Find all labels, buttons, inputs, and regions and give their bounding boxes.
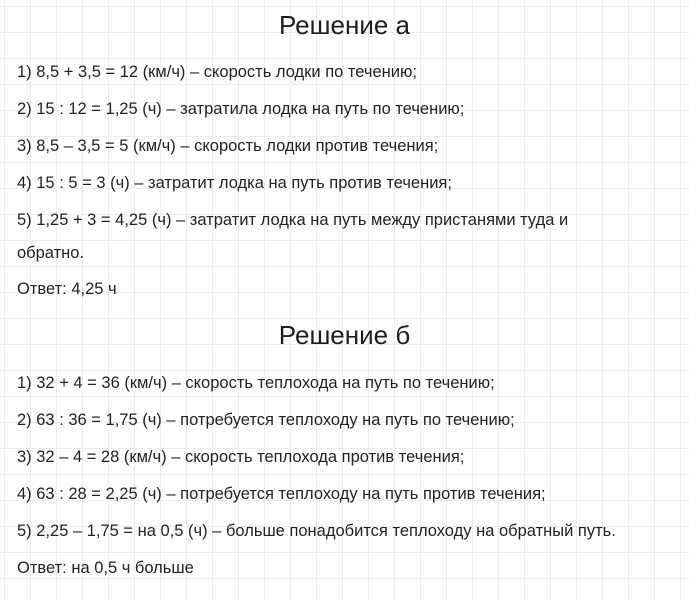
section-b-step-2: 2) 63 : 36 = 1,75 (ч) – потребуется теплоходу на путь по течению; — [17, 411, 515, 429]
section-a-step-5: 5) 1,25 + 3 = 4,25 (ч) – затратит лодка на путь между пристанями туда и — [17, 211, 569, 229]
section-b-answer: Ответ: на 0,5 ч больше — [17, 559, 194, 577]
section-a-title: Решение а — [278, 10, 410, 40]
section-a-step-1: 1) 8,5 + 3,5 = 12 (км/ч) – скорость лодки по течению; — [17, 63, 417, 81]
section-b-step-5: 5) 2,25 – 1,75 = на 0,5 (ч) – больше понадобится теплоходу на обратный путь. — [17, 522, 616, 540]
section-a-step-4: 4) 15 : 5 = 3 (ч) – затратит лодка на путь против течения; — [17, 174, 452, 192]
section-a-answer: Ответ: 4,25 ч — [17, 280, 117, 298]
section-a-step-3: 3) 8,5 – 3,5 = 5 (км/ч) – скорость лодки против течения; — [17, 137, 439, 155]
section-b-step-1: 1) 32 + 4 = 36 (км/ч) – скорость теплохода на путь по течению; — [17, 374, 495, 392]
section-b-title: Решение б — [278, 320, 411, 350]
section-b-step-3: 3) 32 – 4 = 28 (км/ч) – скорость теплохода против течения; — [17, 448, 465, 466]
section-a-step-5-continued: обратно. — [17, 244, 85, 262]
section-b-step-4: 4) 63 : 28 = 2,25 (ч) – потребуется теплоходу на путь против течения; — [17, 485, 546, 503]
section-a-step-2: 2) 15 : 12 = 1,25 (ч) – затратила лодка на путь по течению; — [17, 100, 465, 118]
